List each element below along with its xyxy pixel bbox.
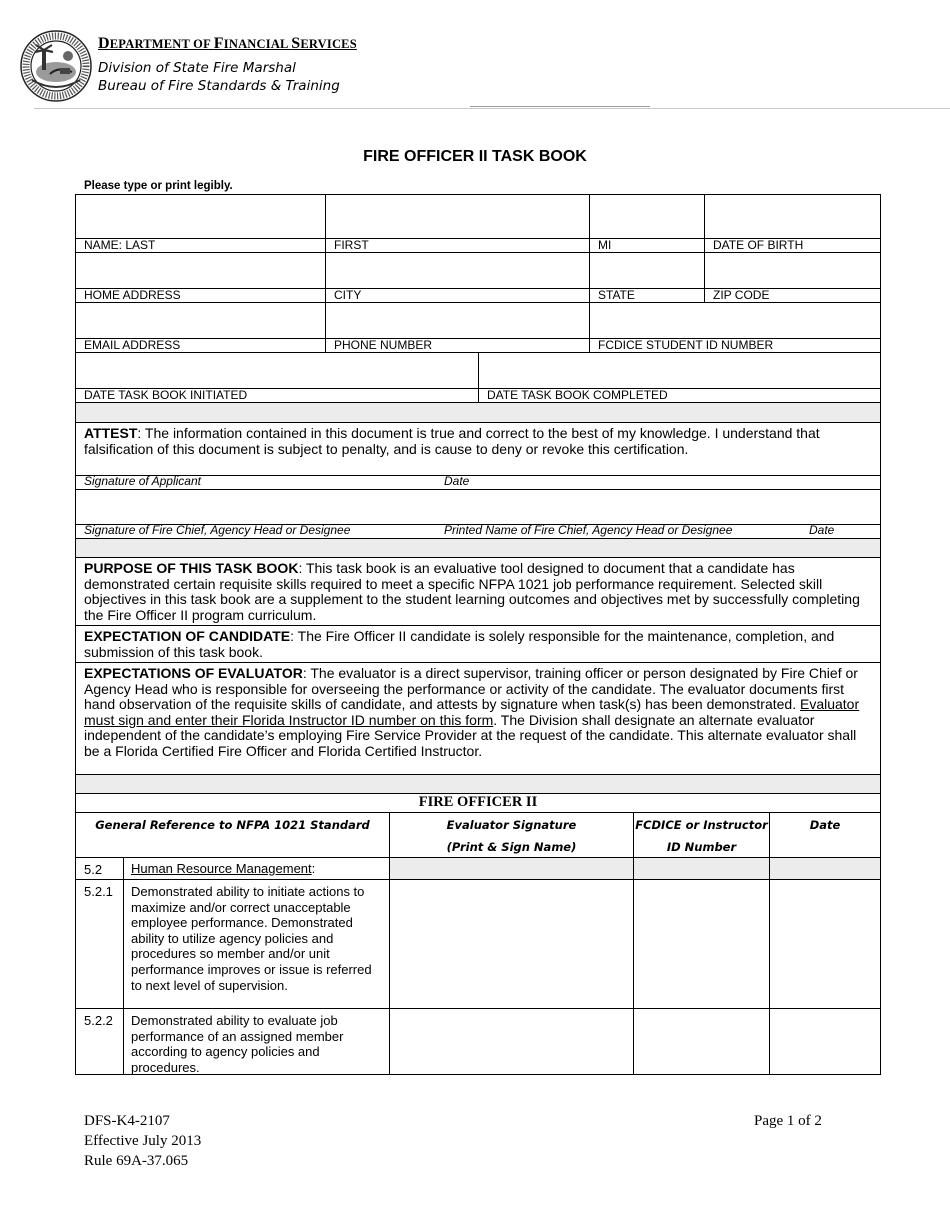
instructor-id-cell[interactable] (634, 1009, 770, 1074)
table-row (75, 879, 881, 1008)
label-chief-date: Date (809, 523, 835, 537)
label-date-completed: DATE TASK BOOK COMPLETED (487, 388, 668, 402)
attest-section (75, 422, 881, 489)
date-cell[interactable] (770, 858, 880, 879)
label-first-name: FIRST (334, 238, 369, 252)
evaluator-text: EXPECTATIONS OF EVALUATOR: The evaluator is a direct supervisor, training officer or person designated by Fire Chief or Agency Head who is responsible for overseeing the performance or activity of the candidate. The evaluator documents first hand observation of the requisite skills of candidate, and attests by signature when task(s) has been demonstrated. Evaluator must sign and enter their Florida Instructor ID number on this form. The Division shall designate an alternate evaluator independent of the candidate’s employing Fire Service Provider at the request of the candidate. This alternate evaluator shall be a Florida Certified Fire Officer and Florida Certified Instructor. (84, 665, 860, 759)
label-city: CITY (334, 288, 362, 302)
header-divider-accent (470, 106, 650, 107)
contact-row (75, 302, 881, 352)
instructor-id-cell[interactable] (634, 858, 770, 879)
department-name: DEPARTMENT OF FINANCIAL SERVICES (98, 35, 357, 52)
purpose-section (75, 557, 881, 625)
label-printed-name-chief: Printed Name of Fire Chief, Agency Head or Designee (444, 523, 733, 537)
date-cell[interactable] (770, 880, 880, 1008)
state-seal-icon (20, 30, 92, 102)
spacer-row (75, 402, 881, 422)
evaluator-signature-cell[interactable] (390, 858, 634, 879)
label-state: STATE (598, 288, 635, 302)
label-email: EMAIL ADDRESS (84, 338, 181, 352)
label-phone: PHONE NUMBER (334, 338, 433, 352)
task-description: Human Resource Management: (124, 858, 390, 879)
table-row (75, 1008, 881, 1074)
label-student-id: FCDICE STUDENT ID NUMBER (598, 338, 774, 352)
page-number: Page 1 of 2 (754, 1113, 822, 1129)
candidate-section (75, 625, 881, 662)
table-title: FIRE OFFICER II (418, 794, 538, 810)
letterhead (20, 28, 940, 110)
label-dob: DATE OF BIRTH (713, 238, 804, 252)
candidate-text: EXPECTATION OF CANDIDATE: The Fire Officer II candidate is solely responsible for the maintenance, completion, and submission of this task book. (84, 628, 835, 660)
instructor-id-cell[interactable] (634, 880, 770, 1008)
label-signature-chief: Signature of Fire Chief, Agency Head or Designee (84, 523, 351, 537)
dates-row (75, 352, 881, 402)
table-header-row (75, 812, 881, 857)
spacer-row (75, 774, 881, 793)
label-last-name: NAME: LAST (84, 238, 156, 252)
col-instructor-id: FCDICE or Instructor ID Number (634, 813, 770, 857)
division-name: Division of State Fire Marshal (98, 60, 296, 76)
bureau-name: Bureau of Fire Standards & Training (98, 78, 340, 94)
task-description: Demonstrated ability to initiate actions to maximize and/or correct unacceptable employee performance. Demonstrated ability to utilize agency policies and procedures so member and/or unit performance improves or issue is referred to next level of supervision. (124, 880, 390, 1008)
label-zip: ZIP CODE (713, 288, 770, 302)
col-evaluator-signature: Evaluator Signature (Print & Sign Name) (390, 813, 634, 857)
col-date: Date (809, 818, 841, 832)
label-applicant-date: Date (444, 474, 470, 488)
attest-statement: ATTEST: The information contained in this document is true and correct to the best of my knowledge. I understand that falsification of this document is subject to penalty, and is cause to deny or revoke this certification. (84, 425, 820, 457)
task-number: 5.2.2 (76, 1009, 124, 1074)
name-row (75, 194, 881, 252)
label-signature-applicant: Signature of Applicant (84, 474, 201, 488)
label-date-initiated: DATE TASK BOOK INITIATED (84, 388, 248, 402)
form-footer (84, 1111, 201, 1171)
col-reference: General Reference to NFPA 1021 Standard (76, 813, 390, 857)
task-number: 5.2 (76, 858, 124, 879)
evaluator-signature-cell[interactable] (390, 880, 634, 1008)
spacer-row (75, 538, 881, 557)
purpose-text: PURPOSE OF THIS TASK BOOK: This task book is an evaluative tool designed to document that a candidate has demonstrated certain requisite skills required to meet a specific NFPA 1021 job performance requirement. Selected skill objectives in this task book are a supplement to the student learning outcomes and objectives met by successfully completing the Fire Officer II program curriculum. (84, 560, 860, 623)
instructions: Please type or print legibly. (84, 180, 233, 192)
effective-date: Effective July 2013 (84, 1133, 202, 1149)
evaluator-signature-cell[interactable] (390, 1009, 634, 1074)
date-cell[interactable] (770, 1009, 880, 1074)
form-number: DFS-K4-2107 (84, 1113, 170, 1129)
label-mi: MI (598, 238, 612, 252)
page-title: FIRE OFFICER II TASK BOOK (363, 148, 587, 165)
table-row (75, 857, 881, 879)
task-number: 5.2.1 (76, 880, 124, 1008)
address-row (75, 252, 881, 302)
task-description: Demonstrated ability to evaluate job performance of an assigned member according to agency policies and procedures. (124, 1009, 390, 1074)
fire-officer-table-title (75, 793, 881, 812)
rule-number: Rule 69A-37.065 (84, 1153, 189, 1169)
task-book-form (75, 194, 881, 1075)
chief-signature-section (75, 489, 881, 538)
evaluator-section (75, 662, 881, 774)
label-home-address: HOME ADDRESS (84, 288, 181, 302)
header-divider (34, 108, 950, 109)
